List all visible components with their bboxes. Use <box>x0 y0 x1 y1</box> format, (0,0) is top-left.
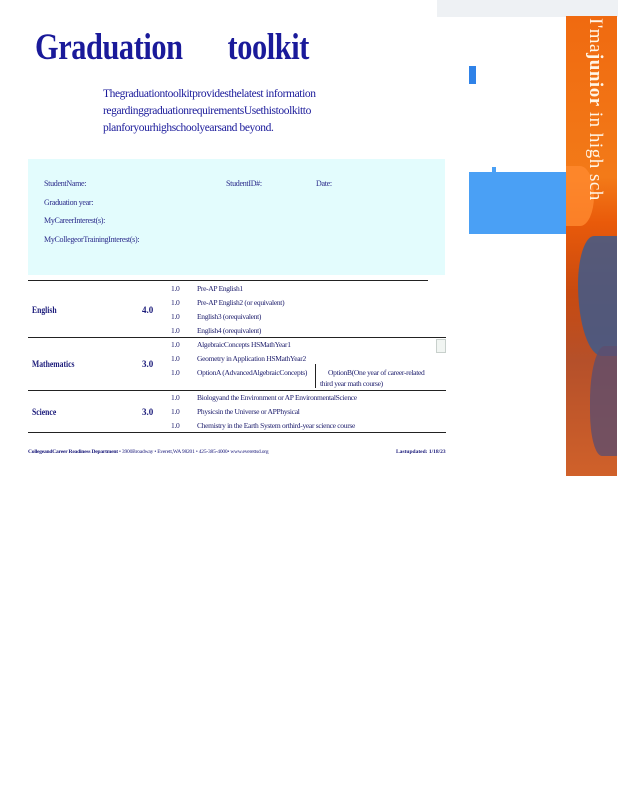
intro-text <box>103 86 353 137</box>
course-name: Biologyand the Environment or AP EnvironmentalScience <box>197 393 357 402</box>
course-name: Pre-AP English1 <box>197 284 243 293</box>
subject-science: Science <box>32 407 57 417</box>
option-b-text: third year math course) <box>320 379 383 388</box>
course-name: Pre-AP English2 (or equivalent) <box>197 298 285 307</box>
course-name: OptionA (AdvancedAlgebraicConcepts) <box>197 368 308 377</box>
student-id-label: StudentID#: <box>226 179 262 188</box>
subject-mathematics: Mathematics <box>32 359 75 369</box>
footer-updated: Lastupdated: 1/18/23 <box>396 449 446 455</box>
top-right-gray-bar <box>437 0 618 17</box>
option-b-text: OptionB(One year of career-related <box>328 368 425 377</box>
table-rule <box>28 432 446 433</box>
option-divider <box>315 364 316 388</box>
row-credit: 1.0 <box>171 284 180 293</box>
intro-line: regardinggraduationrequirementsUsethistoolkitto <box>103 105 311 117</box>
student-info-panel <box>28 159 445 275</box>
banner-shape <box>578 236 617 356</box>
graduation-year-label: Graduation year: <box>44 198 94 207</box>
course-name: Geometry in Application HSMathYear2 <box>197 354 306 363</box>
requirements-table <box>28 280 446 440</box>
row-credit: 1.0 <box>171 312 180 321</box>
table-rule <box>28 280 428 281</box>
row-credit: 1.0 <box>171 354 180 363</box>
row-credit: 1.0 <box>171 407 180 416</box>
blue-decorative-block <box>469 172 567 234</box>
date-label: Date: <box>316 179 332 188</box>
intro-line: planforyourhighschoolyearsand beyond. <box>103 122 274 134</box>
subject-credits: 3.0 <box>142 407 154 417</box>
course-name: English3 (orequivalent) <box>197 312 262 321</box>
row-credit: 1.0 <box>171 298 180 307</box>
row-credit: 1.0 <box>171 393 180 402</box>
subject-english: English <box>32 305 57 315</box>
page-title: Graduation toolkit <box>35 27 309 68</box>
intro-line: Thegraduationtoolkitprovidesthelatest information <box>103 88 316 100</box>
side-banner-text: I'majunior in high sch <box>585 18 606 201</box>
banner-shape <box>590 346 617 456</box>
row-credit: 1.0 <box>171 421 180 430</box>
table-rule <box>28 390 446 391</box>
course-name: Physicsin the Universe or APPhysical <box>197 407 300 416</box>
subject-credits: 3.0 <box>142 359 154 369</box>
row-credit: 1.0 <box>171 340 180 349</box>
career-interest-label: MyCareerInterest(s): <box>44 216 106 225</box>
course-name: AlgebraicConcepts HSMathYear1 <box>197 340 291 349</box>
footer-department: CollegeandCareer Readiness Department • 3900Broadway • Everett,WA 98201 • 425-385-4000• www.everettsd.org <box>28 449 269 455</box>
blue-accent-mark <box>469 66 476 84</box>
row-credit: 1.0 <box>171 326 180 335</box>
subject-credits: 4.0 <box>142 305 154 315</box>
table-rule <box>28 337 446 338</box>
student-name-label: StudentName: <box>44 179 87 188</box>
course-name: Chemistry in the Earth System orthird-year science course <box>197 421 356 430</box>
college-interest-label: MyCollegeorTrainingInterest(s): <box>44 235 140 244</box>
course-name: English4 (orequivalent) <box>197 326 262 335</box>
row-credit: 1.0 <box>171 368 180 377</box>
